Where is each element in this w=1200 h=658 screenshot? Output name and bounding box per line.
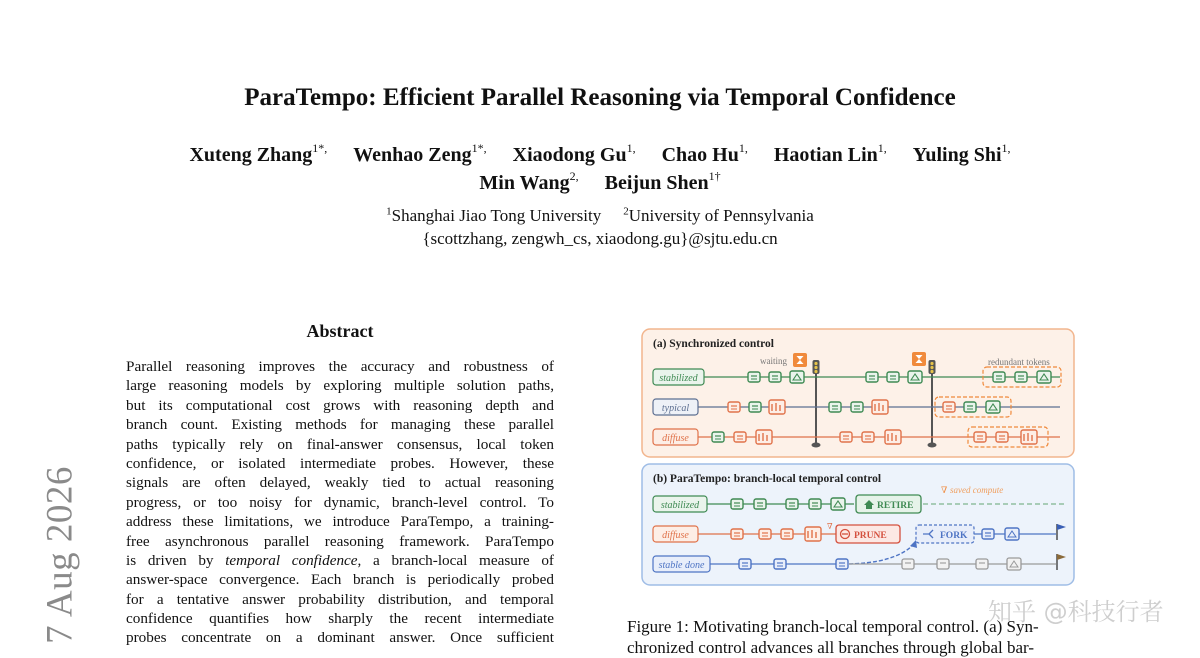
fork-action	[916, 525, 974, 543]
arxiv-date-stamp: 7 Aug 2026	[39, 466, 81, 644]
row-label-stabilized: stabilized	[660, 500, 700, 511]
author-email: {scottzhang, zengwh_cs, xiaodong.gu}@sjtu.edu.cn	[422, 229, 778, 248]
hourglass-icon	[793, 353, 807, 367]
waiting-label: waiting	[760, 356, 787, 366]
abstract-line: for a tentative answer probability distribution, and temporal	[126, 590, 554, 608]
figure-caption: Figure 1: Motivating branch-local temporal control. (a) Syn-	[627, 617, 1039, 636]
paper-title: ParaTempo: Efficient Parallel Reasoning via Temporal Confidence	[244, 84, 956, 111]
abstract-heading: Abstract	[306, 321, 374, 341]
abstract-line: answer-space convergence. Each branch is periodically probed	[126, 571, 554, 589]
author-name: Beijun Shen$^{1\dagger}$	[604, 169, 721, 194]
author-list-line-1	[0, 142, 1200, 167]
saved-compute-label: saved compute	[950, 485, 1004, 495]
abstract-line: progress, or too noisy for dynamic, branch-level control. To	[126, 493, 554, 511]
row-label-stable-done: stable done	[658, 560, 705, 571]
abstract-line: but its computational cost grows with reasoning depth and	[126, 396, 554, 414]
row-label-typical: typical	[661, 403, 690, 414]
panel-a-title: (a) Synchronized control	[653, 338, 774, 350]
abstract-line: Parallel reasoning improves the accuracy and robustness of	[126, 358, 554, 375]
author-name: Wenhao Zeng$^{1*,}$	[353, 141, 487, 166]
author-name: Min Wang$^{2,}$	[479, 169, 579, 194]
retire-action	[856, 495, 921, 513]
saved-compute-marker-icon: ∇	[941, 485, 948, 495]
abstract-line: address these limitations, we introduce ParaTempo, a training-	[126, 513, 554, 531]
author-name: Haotian Lin$^{1,}$	[773, 141, 887, 166]
barrier-light-icon	[813, 360, 820, 374]
barrier-light-icon	[929, 360, 936, 374]
retire-label: RETIRE	[877, 501, 914, 511]
affiliation-1: $^1$Shanghai Jiao Tong University	[386, 205, 602, 225]
abstract-line: branch count. Existing methods for managing these parallel	[126, 416, 554, 434]
panel-b-paratempo-control	[642, 464, 1074, 585]
panel-a-synchronized-control	[642, 329, 1074, 457]
abstract-line: free asynchronous parallel reasoning framework. ParaTempo	[126, 532, 554, 550]
abstract-line: signals are often delayed, weakly tied to actual reasoning	[126, 474, 554, 492]
hourglass-icon	[912, 352, 926, 366]
prune-action	[836, 525, 900, 543]
abstract-body	[126, 357, 554, 648]
abstract-line: confidence, or isolated intermediate probes. However, these	[126, 454, 554, 472]
row-label-stabilized: stabilized	[659, 373, 698, 384]
abstract-line: confidence quantifies how sharply the recent intermediate	[126, 610, 554, 628]
figure-1-diagram	[640, 326, 1080, 590]
figure-1	[640, 326, 1080, 595]
source-watermark: 知乎 @科技行者	[988, 598, 1164, 626]
figure-caption-continued: chronized control advances all branches through global bar-	[627, 638, 1035, 657]
redundant-tokens-label: redundant tokens	[988, 357, 1050, 367]
affiliations	[0, 205, 1200, 226]
abstract-line: large reasoning models by exploring multiple solution paths,	[126, 377, 554, 395]
panel-b-title: (b) ParaTempo: branch-local temporal control	[653, 473, 882, 485]
row-label-diffuse: diffuse	[662, 433, 689, 444]
row-label-diffuse: diffuse	[662, 530, 689, 541]
abstract-line: probes concentrate on a dominant answer. Once sufficient	[126, 629, 554, 647]
prune-label: PRUNE	[854, 531, 887, 541]
affiliation-2: $^2$University of Pennsylvania	[623, 205, 814, 225]
svg-text:∇: ∇	[827, 522, 833, 531]
abstract-line: is driven by temporal confidence, a branch-local measure of	[126, 551, 554, 569]
author-name: Yuling Shi$^{1,}$	[912, 141, 1011, 166]
abstract-line: paths typically rely on final-answer consensus, local token	[126, 435, 554, 453]
author-name: Xiaodong $Gu^{1,}$	[512, 141, 636, 166]
author-name: Xuteng Zhang$^{1*,}$	[189, 141, 328, 166]
author-name: Chao $Hu^{1,}$	[661, 141, 748, 166]
fork-label: FORK	[940, 531, 968, 541]
author-list-line-2	[0, 170, 1200, 195]
